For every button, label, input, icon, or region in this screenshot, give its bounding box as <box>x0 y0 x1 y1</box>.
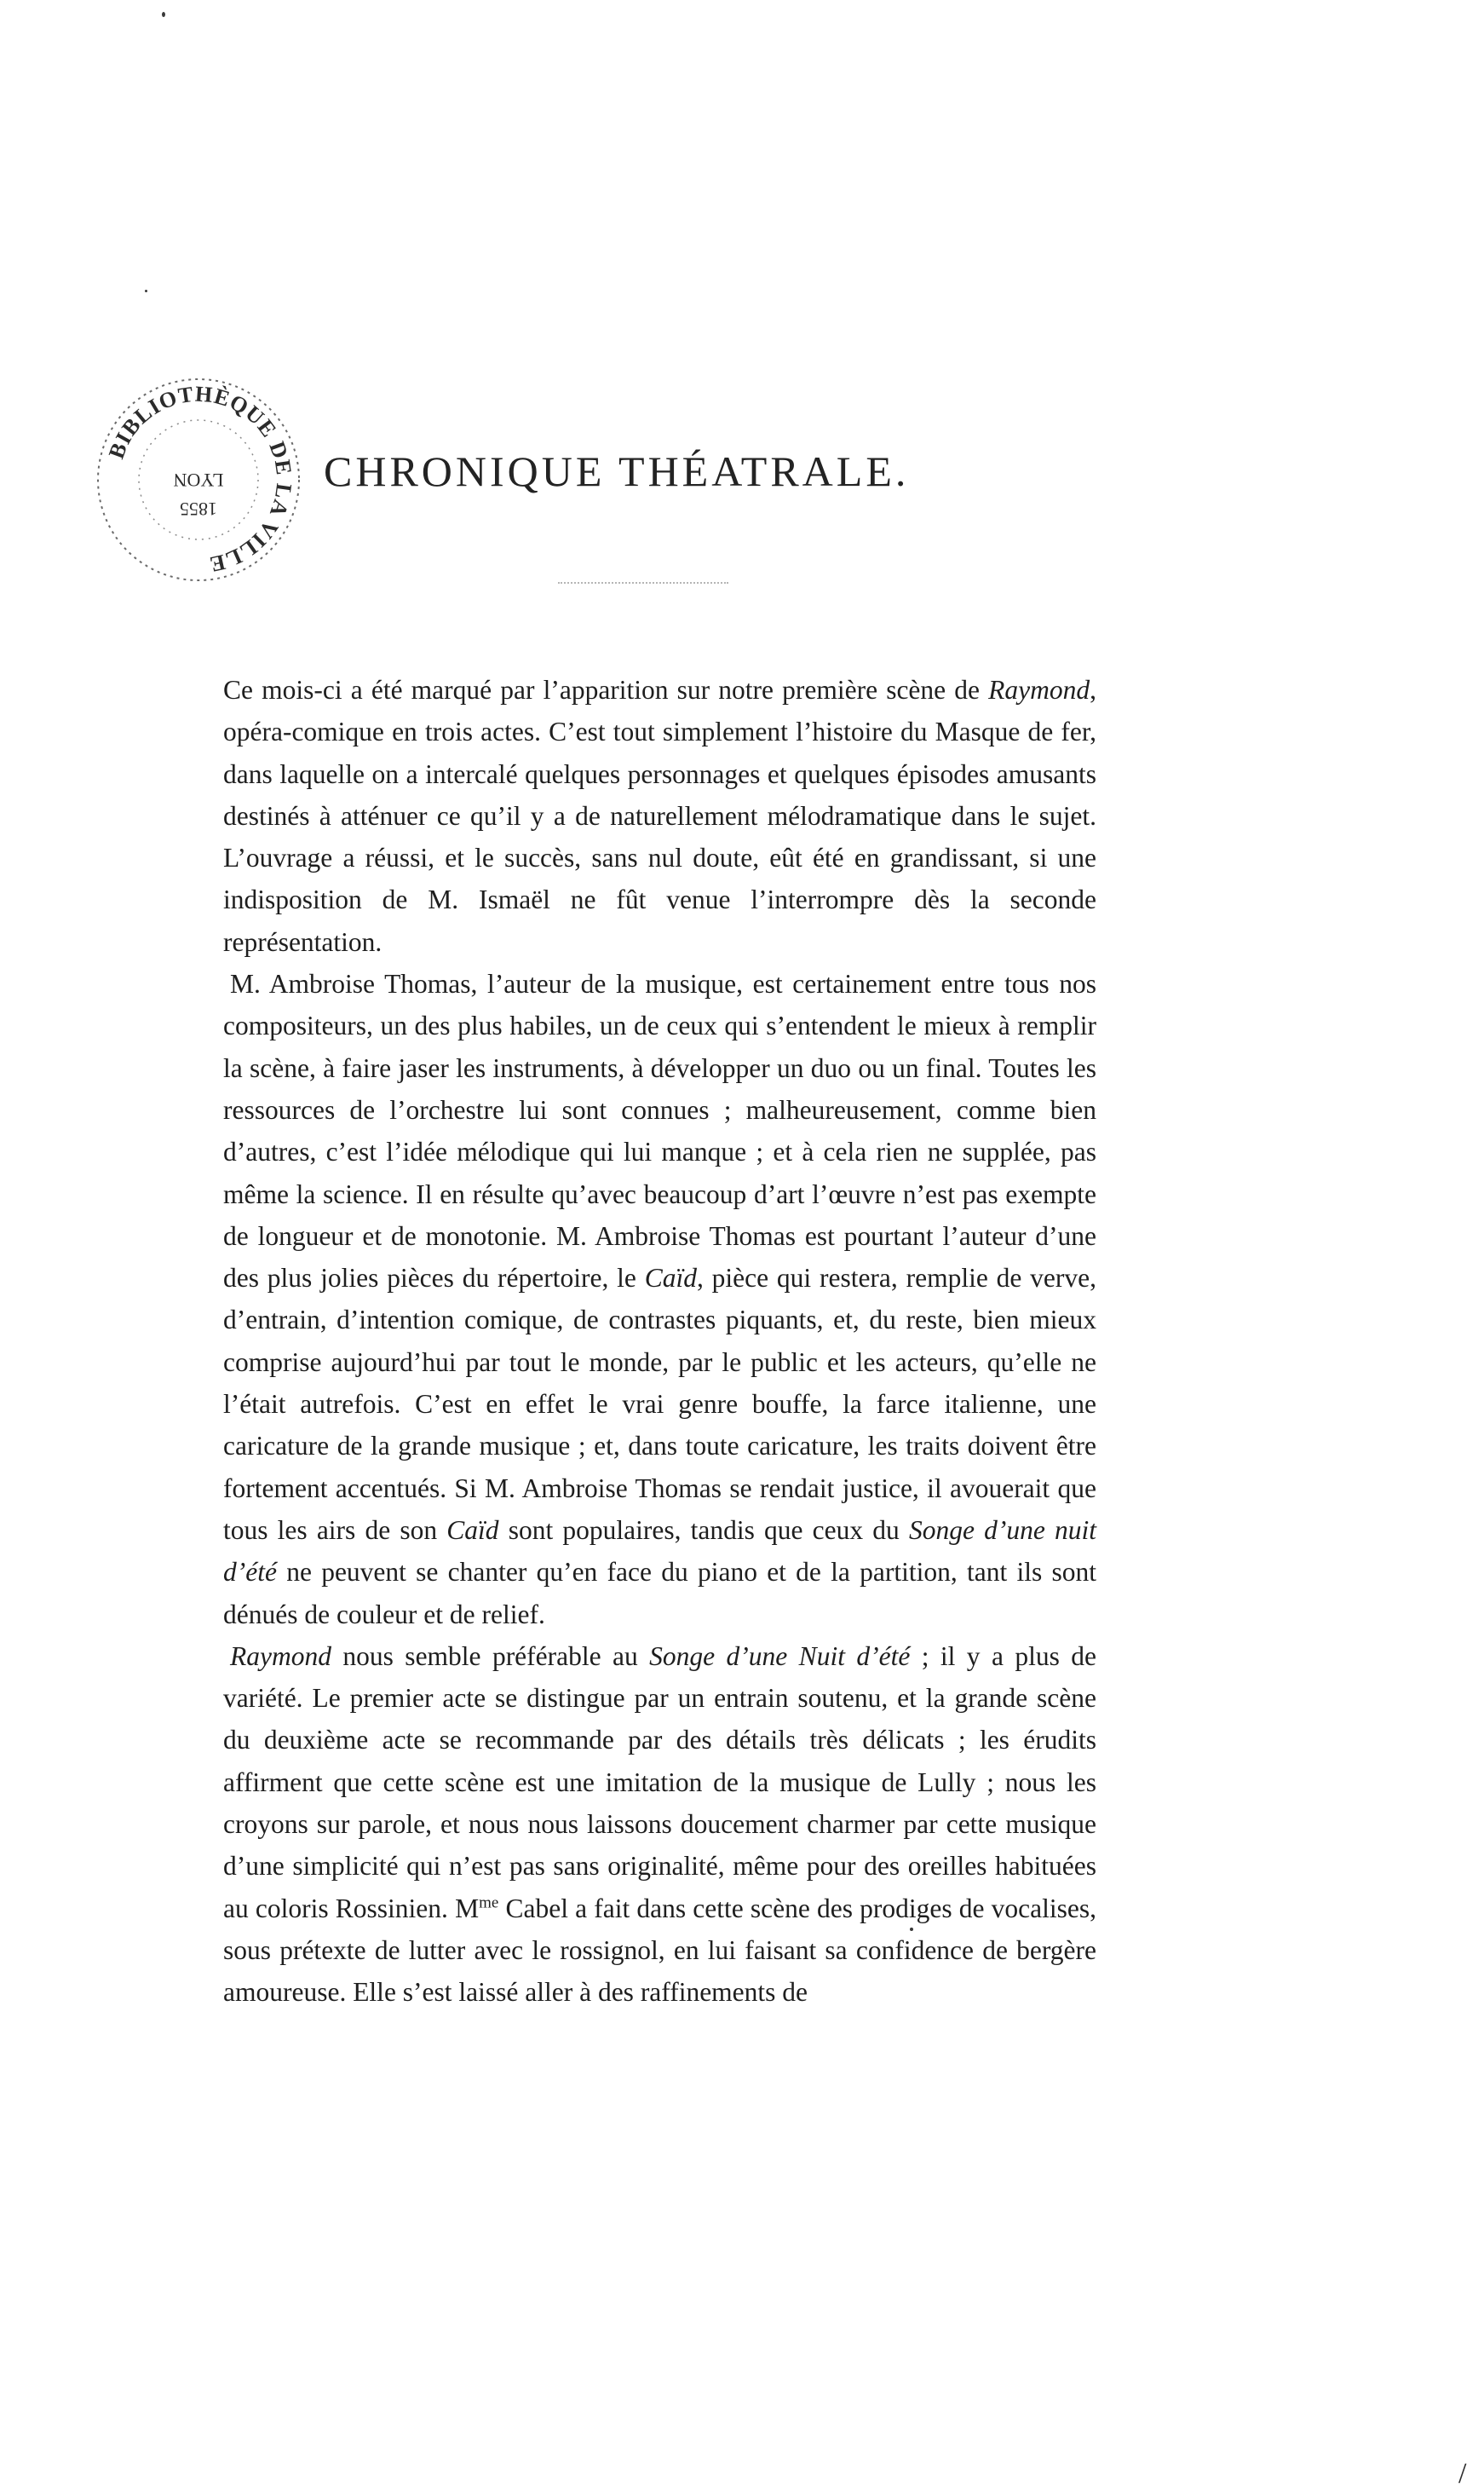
title-separator <box>558 582 728 585</box>
text-segment: me <box>479 1893 499 1912</box>
article-title: CHRONIQUE THÉATRALE. <box>324 447 910 495</box>
text-segment: M. Ambroise Thomas, l’auteur de la musique, est certainement entre tous nos compositeurs, un des plus habiles, un de ceux qui s’entendent le mieux à remplir la scène, à faire jaser les instruments, à développer un duo ou un final. Toutes les ressources de l’orchestre lui sont connues ; malheureusement, comme bien d’autres, c’est l’idée mélodique qui lui manque ; et à cela rien ne supplée, pas même la science. Il en résulte qu’avec beaucoup d’art l’œuvre n’est pas exempte de longueur et de monotonie. M. Ambroise Thomas est pourtant l’auteur d’une des plus jolies pièces du répertoire, le <box>223 969 1096 1294</box>
italic-title: Caïd <box>446 1514 499 1545</box>
italic-title: Songe d’une nuit d’été <box>223 1514 1096 1588</box>
text-segment: , opéra-comique en trois actes. C’est tout simplement l’histoire du Masque de fer, dans laquelle on a intercalé quelques personnages et quelques épisodes amusants destinés à atténuer ce qu’il y a de naturellement mélodramatique dans le sujet. L’ouvrage a réussi, et le succès, sans nul doute, eût été en grandissant, si une indisposition de M. Ismaël ne fût venue l’interrompre dès la seconde représentation. <box>223 675 1096 957</box>
italic-title: Songe d’une Nuit d’été <box>649 1640 911 1671</box>
italic-title: Raymond <box>230 1640 331 1671</box>
article-paragraph <box>223 1635 1096 2014</box>
scan-speck <box>162 12 165 17</box>
text-segment: Cabel a fait dans cette scène des prodiges de vocalises, sous prétexte de lutter avec le rossignol, en lui faisant sa confidence de bergère amoureuse. Elle s’est laissé aller à des raffinements de <box>223 1893 1096 2008</box>
library-stamp <box>92 373 305 586</box>
text-segment: sont populaires, tandis que ceux du <box>498 1514 909 1545</box>
library-stamp-svg <box>92 373 305 586</box>
text-segment: ; il y a plus de variété. Le premier acte se distingue par un entrain soutenu, et la grande scène du deuxième acte se recommande par des détails très délicats ; les érudits affirment que cette scène est une imitation de la musique de Lully ; nous les croyons sur parole, et nous nous laissons doucement charmer par cette musique d’une simplicité qui n’est pas sans originalité, même pour des oreilles habituées au coloris Rossinien. M <box>223 1640 1096 1923</box>
italic-title: Caïd <box>644 1263 697 1294</box>
corner-mark: / <box>1458 2458 1467 2489</box>
text-segment: Ce mois-ci a été marqué par l’apparition sur notre première scène de <box>223 675 989 705</box>
article-paragraph <box>223 669 1096 963</box>
stamp-inner-text: LYON <box>173 470 224 491</box>
stamp-outer-text: BIBLIOTHÈQUE DE LA VILLE <box>103 381 297 578</box>
text-segment: ne peuvent se chanter qu’en face du piano et de la partition, tant ils sont dénués de couleur et de relief. <box>223 1557 1096 1629</box>
scan-speck <box>910 1928 913 1931</box>
italic-title: Raymond <box>988 675 1090 705</box>
scan-speck <box>145 290 147 292</box>
article-paragraph <box>223 963 1096 1635</box>
stamp-year: 1855 <box>180 499 217 520</box>
text-segment: nous semble préférable au <box>331 1640 650 1671</box>
text-segment: , pièce qui restera, remplie de verve, d’entrain, d’intention comique, de contrastes piquants, et, du reste, bien mieux comprise aujourd’hui par tout le monde, par le public et les acteurs, qu’elle ne l’était autrefois. C’est en effet le vrai genre bouffe, la farce italienne, une caricature de la grande musique ; et, dans toute caricature, les traits doivent être fortement accentués. Si M. Ambroise Thomas se rendait justice, il avouerait que tous les airs de son <box>223 1263 1096 1545</box>
article-body <box>223 669 1096 2014</box>
